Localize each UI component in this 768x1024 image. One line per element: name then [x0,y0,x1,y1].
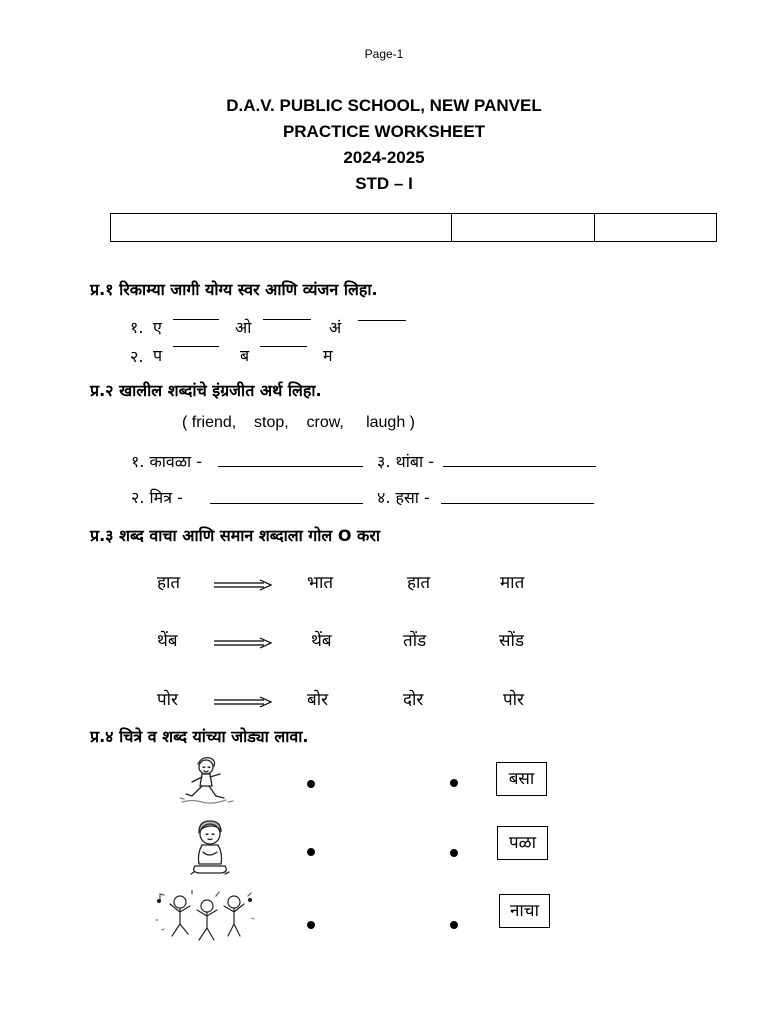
q3-row2-option-1[interactable]: थेंब [311,631,332,651]
q2-item-2-blank[interactable] [210,503,363,504]
sitting-child-icon [185,818,235,878]
q3-row2-word: थेंब [157,631,178,651]
double-arrow-icon [214,637,272,649]
q2-item-1: १. कावळा - [131,452,202,471]
worksheet-title: PRACTICE WORKSHEET [282,122,486,141]
page-number: Page-1 [364,47,404,61]
q1-row1-letter-b: ओ [235,318,252,337]
q1-row1-number: १. [130,318,144,337]
q4-word-box-3[interactable]: नाचा [499,894,550,928]
q2-item-3: ३. थांबा - [377,452,434,471]
q3-row3-option-1[interactable]: बोर [307,690,329,710]
q1-row1-blank-b[interactable] [263,319,311,320]
roll-cell[interactable] [452,214,595,241]
q1-row2-letter-b: ब [240,346,250,365]
q3-row2-option-2[interactable]: तोंड [403,631,427,651]
q4-word-box-1[interactable]: बसा [496,762,547,796]
q3-row3-option-2[interactable]: दोर [403,690,424,710]
match-dot-right-1[interactable] [450,779,458,787]
q3-row1-option-3[interactable]: मात [500,573,525,593]
match-dot-left-3[interactable] [307,921,315,929]
q1-row2-number: २. [130,347,144,366]
q1-row1-letter-c: अं [329,318,342,337]
student-info-table [110,213,717,242]
q1-row2-letter-a: प [153,346,163,365]
q3-row1-word: हात [157,573,181,593]
q1-row1-letter-a: ए [153,318,162,337]
double-arrow-icon [214,579,272,591]
q3-heading: प्र.३ शब्द वाचा आणि समान शब्दाला गोल O करा [90,526,381,545]
double-arrow-icon [214,696,272,708]
dancing-children-icon [152,890,258,946]
school-name: D.A.V. PUBLIC SCHOOL, NEW PANVEL [226,96,542,115]
q3-row1-option-1[interactable]: भात [307,573,334,593]
running-child-icon [178,752,240,812]
match-dot-left-2[interactable] [307,848,315,856]
academic-year: 2024-2025 [343,148,425,167]
q4-heading: प्र.४ चित्रे व शब्द यांच्या जोड्या लावा. [90,727,309,746]
q2-item-1-blank[interactable] [218,466,363,467]
match-dot-left-1[interactable] [307,780,315,788]
name-cell[interactable] [111,214,452,241]
q1-row1-blank-a[interactable] [173,319,219,320]
q1-row2-blank-a[interactable] [173,346,219,347]
match-dot-right-2[interactable] [450,849,458,857]
q3-row1-option-2[interactable]: हात [407,573,431,593]
q2-item-3-blank[interactable] [443,466,596,467]
q3-row3-word: पोर [157,690,179,710]
q1-row2-letter-c: म [323,346,333,365]
q2-item-4: ४. हसा - [377,488,430,507]
date-cell[interactable] [595,214,716,241]
q1-heading: प्र.१ रिकाम्या जागी योग्य स्वर आणि व्यंजन लिहा. [90,280,378,299]
q2-options: ( friend, stop, crow, laugh ) [182,414,415,431]
q2-item-4-blank[interactable] [441,503,594,504]
q2-heading: प्र.२ खालील शब्दांचे इंग्रजीत अर्थ लिहा. [90,381,322,400]
q3-row3-option-3[interactable]: पोर [503,690,525,710]
q3-row2-option-3[interactable]: सोंड [499,631,524,651]
q4-word-box-2[interactable]: पळा [497,826,548,860]
standard-label: STD – I [355,174,413,193]
match-dot-right-3[interactable] [450,921,458,929]
q1-row2-blank-b[interactable] [260,346,307,347]
q2-item-2: २. मित्र - [131,488,183,507]
q1-row1-blank-c[interactable] [358,320,406,321]
